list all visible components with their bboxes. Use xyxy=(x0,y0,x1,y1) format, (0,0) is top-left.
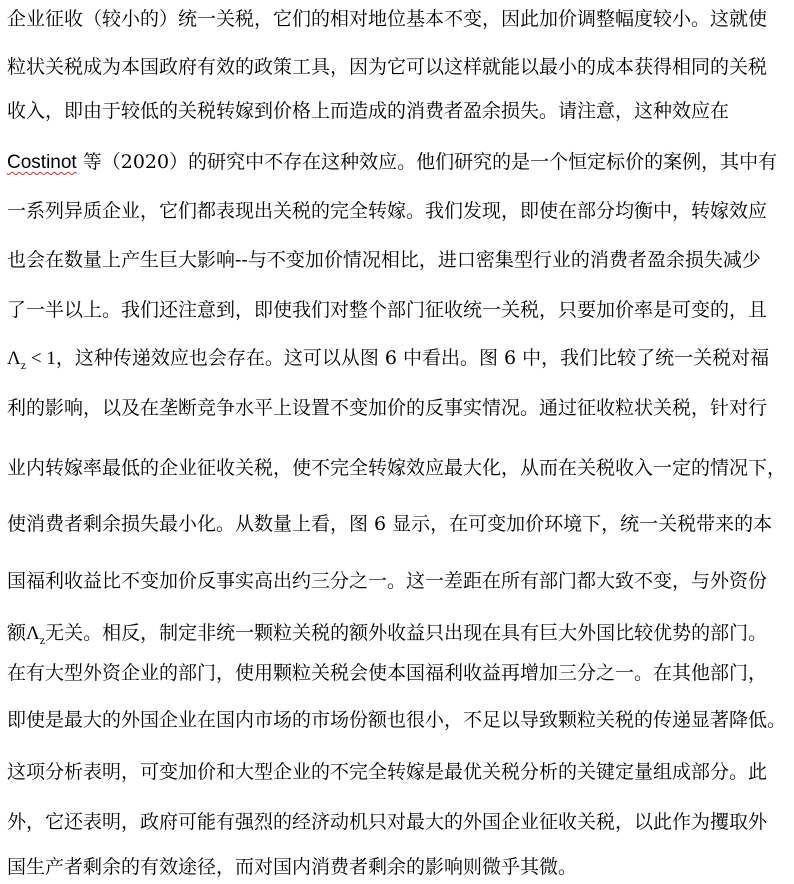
lambda-condition: < 1 xyxy=(26,348,56,369)
paragraph-line xyxy=(7,150,788,175)
paragraph-line: 国福利收益比不变加价反事实高出约三分之一。这一差距在所有部门都大致不变，与外资份 xyxy=(7,570,768,592)
paragraph-line: 了一半以上。我们还注意到，即使我们对整个部门征收统一关税，只要加价率是可变的，且 xyxy=(7,299,768,321)
paragraph-line: 即使是最大的外国企业在国内市场的市场份额也很小，不足以导致颗粒关税的传递显著降低。 xyxy=(7,709,787,731)
paragraph-line: 在有大型外资企业的部门，使用颗粒关税会使本国福利收益再增加三分之一。在其他部门， xyxy=(7,662,768,684)
paragraph-line: 国生产者剩余的有效途径，而对国内消费者剩余的影响则微乎其微。 xyxy=(7,856,578,878)
paragraph-line: 粒状关税成为本国政府有效的政策工具，因为它可以这样就能以最小的成本获得相同的关税 xyxy=(7,56,768,78)
paragraph-line: 业内转嫁率最低的企业征收关税，使不完全转嫁效应最大化，从而在关税收入一定的情况下， xyxy=(7,457,787,479)
paragraph-line: 一系列异质企业，它们都表现出关税的完全转嫁。我们发现，即使在部分均衡中，转嫁效应 xyxy=(7,200,768,222)
line-text: ，这种传递效应也会存在。这可以从图 6 中看出。图 6 中，我们比较了统一关税对福 xyxy=(55,347,770,369)
paragraph-line: 这项分析表明，可变加价和大型企业的不完全转嫁是最优关税分析的关键定量组成部分。此 xyxy=(7,761,768,783)
lambda-symbol: $\Lambda_z$ xyxy=(26,623,46,646)
paragraph-line: 使消费者剩余损失最小化。从数量上看，图 6 显示，在可变加价环境下，统一关税带来的本 xyxy=(7,513,773,535)
paragraph-line xyxy=(7,621,788,646)
paragraph-line xyxy=(7,346,788,371)
line-prefix: 额 xyxy=(7,622,27,644)
paragraph-line: 也会在数量上产生巨大影响--与不变加价情况相比，进口密集型行业的消费者盈余损失减少 xyxy=(7,249,761,271)
paragraph-line: 企业征收（较小的）统一关税，它们的相对地位基本不变，因此加价调整幅度较小。这就使 xyxy=(7,8,768,30)
paragraph-line: 外，它还表明，政府可能有强烈的经济动机只对最大的外国企业征收关税，以此作为攫取外 xyxy=(7,811,768,833)
line-text: 等（2020）的研究中不存在这种效应。他们研究的是一个恒定标价的案例，其中有 xyxy=(82,151,778,173)
line-text: 无关。相反，制定非统一颗粒关税的额外收益只出现在具有巨大外国比较优势的部门。 xyxy=(45,622,768,644)
citation-author: Costinot xyxy=(7,152,77,173)
lambda-symbol: $\Lambda_z$ xyxy=(7,348,27,371)
paragraph-line: 利的影响，以及在垄断竞争水平上设置不变加价的反事实情况。通过征收粒状关税，针对行 xyxy=(7,397,768,419)
paragraph-line: 收入，即由于较低的关税转嫁到价格上而造成的消费者盈余损失。请注意，这种效应在 xyxy=(7,100,730,122)
